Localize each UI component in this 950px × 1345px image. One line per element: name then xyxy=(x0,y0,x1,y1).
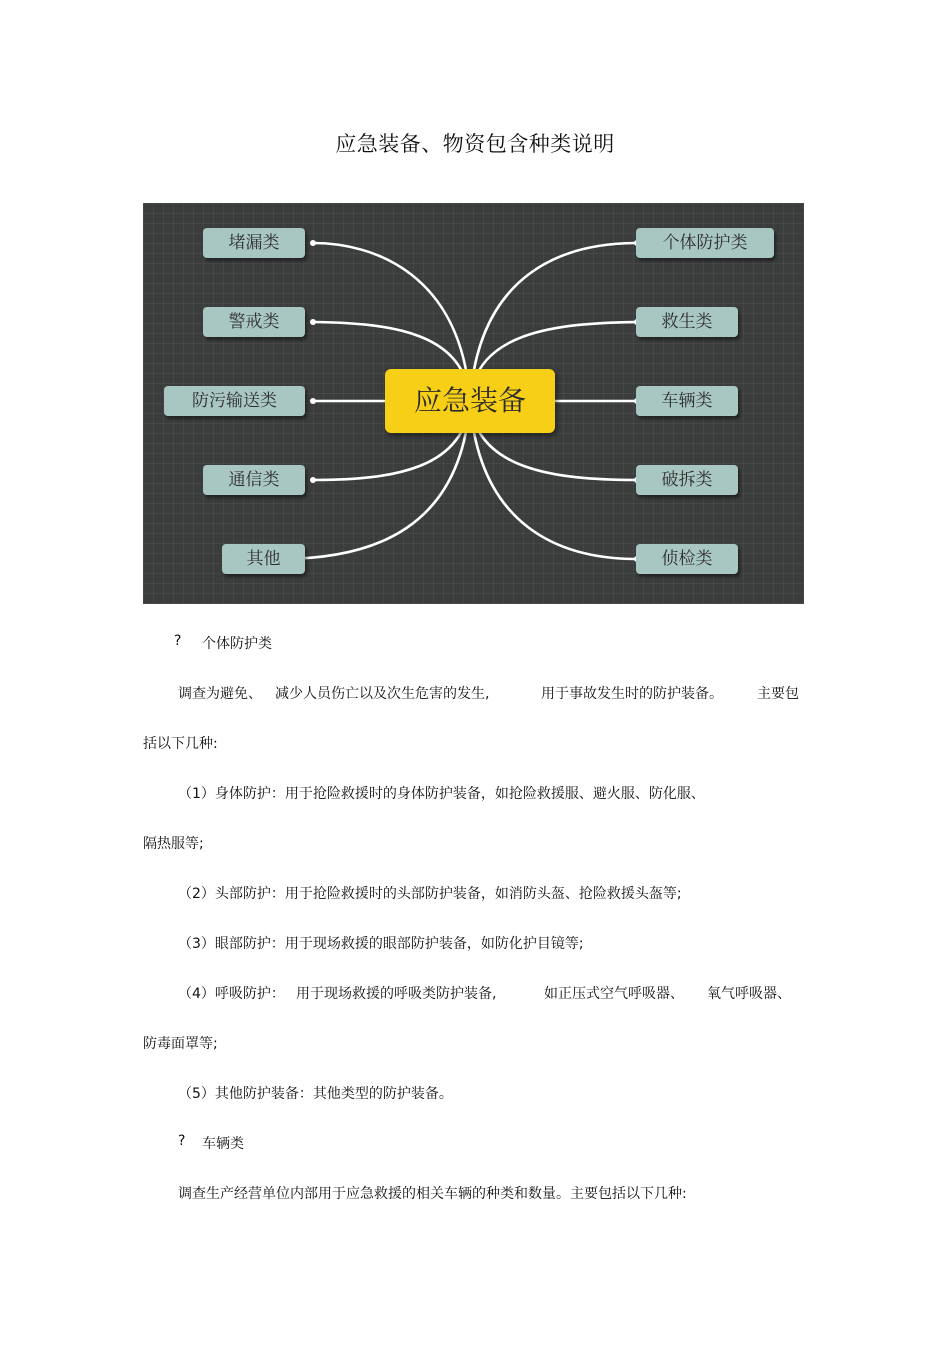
node-vehicles: 车辆类 xyxy=(636,386,738,416)
list-item: （5）其他防护装备：其他类型的防护装备。 xyxy=(178,1086,453,1102)
node-communication: 通信类 xyxy=(203,465,305,495)
list-item: （4）呼吸防护： xyxy=(178,986,285,1002)
list-item: 隔热服等; xyxy=(143,836,204,852)
paragraph-text: 调查为避免、 xyxy=(178,686,262,702)
paragraph-text: 用于事故发生时的防护装备。 xyxy=(541,686,723,702)
node-detection: 侦检类 xyxy=(636,544,738,574)
list-item: （3）眼部防护：用于现场救援的眼部防护装备，如防化护目镜等; xyxy=(178,936,584,952)
node-demolition: 破拆类 xyxy=(636,465,738,495)
section-heading-vehicles: 车辆类 xyxy=(202,1136,244,1152)
node-warning: 警戒类 xyxy=(203,307,305,337)
list-item: （1）身体防护：用于抢险救援时的身体防护装备，如抢险救援服、避火服、防化服、 xyxy=(178,786,705,802)
list-item: 氧气呼吸器、 xyxy=(707,986,791,1002)
paragraph-text: 减少人员伤亡以及次生危害的发生, xyxy=(275,686,490,702)
bullet-marker: ? xyxy=(174,633,182,649)
list-item: 用于现场救援的呼吸类防护装备, xyxy=(296,986,497,1002)
list-item: 防毒面罩等; xyxy=(143,1036,218,1052)
node-pollution-transfer: 防污输送类 xyxy=(164,386,305,416)
paragraph-text: 主要包 xyxy=(757,686,799,702)
node-rescue: 救生类 xyxy=(636,307,738,337)
node-emergency-equipment: 应急装备 xyxy=(385,369,555,433)
page-title: 应急装备、物资包含种类说明 xyxy=(335,132,615,156)
bullet-marker: ? xyxy=(178,1133,186,1149)
list-item: （2）头部防护：用于抢险救援时的头部防护装备，如消防头盔、抢险救援头盔等; xyxy=(178,886,682,902)
mind-map-diagram xyxy=(143,203,804,604)
section-heading-personal-protection: 个体防护类 xyxy=(202,636,272,652)
list-item: 如正压式空气呼吸器、 xyxy=(544,986,684,1002)
paragraph-text: 调查生产经营单位内部用于应急救援的相关车辆的种类和数量。主要包括以下几种: xyxy=(178,1186,687,1202)
node-others: 其他 xyxy=(222,544,305,574)
node-personal-protection: 个体防护类 xyxy=(636,228,774,258)
node-plugging: 堵漏类 xyxy=(203,228,305,258)
paragraph-text: 括以下几种: xyxy=(143,736,218,752)
